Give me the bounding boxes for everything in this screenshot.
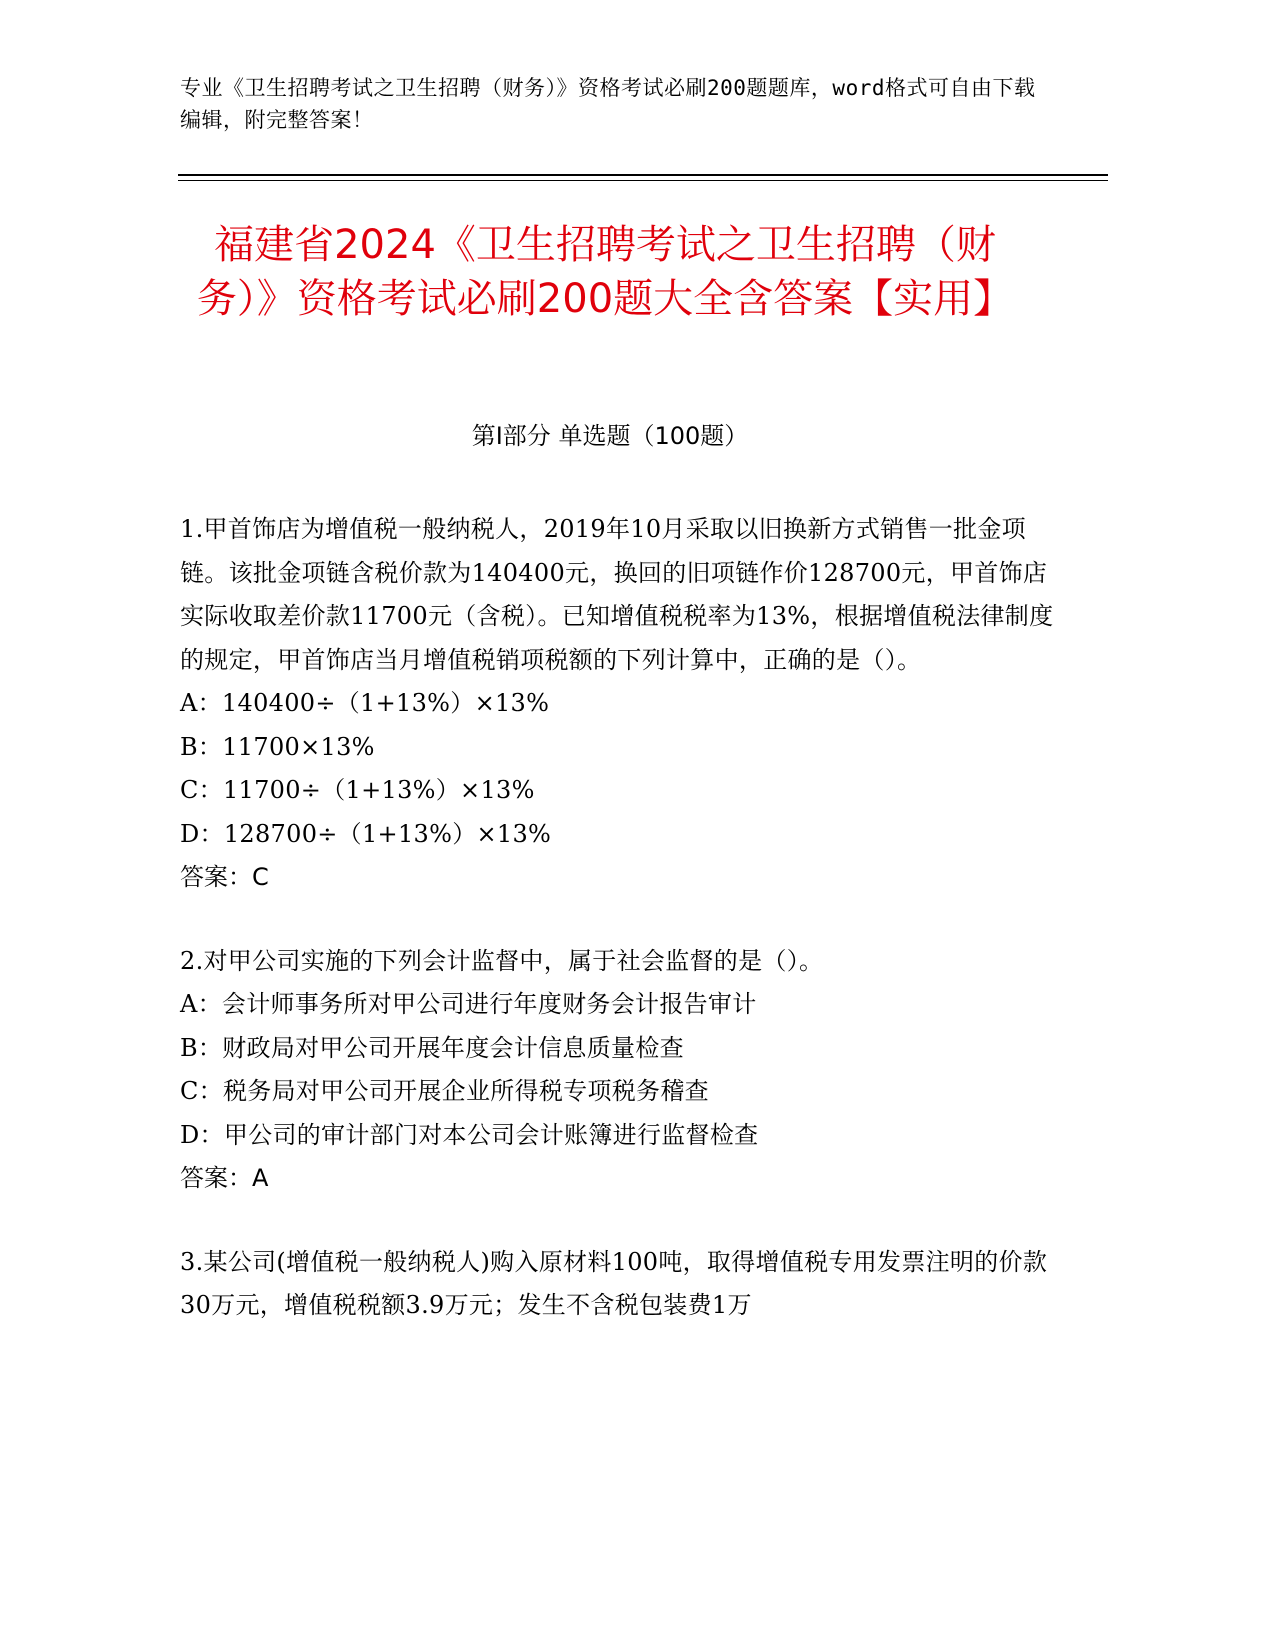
section-heading: 第I部分 单选题（100题） [471,422,749,450]
question-stem: 2.对甲公司实施的下列会计监督中，属于社会监督的是（）。 [180,946,824,975]
header-divider-thin [178,180,1108,181]
question-1 [180,508,1060,900]
option-a: A：140400÷（1+13%）×13% [180,689,550,717]
option-b: B：财政局对甲公司开展年度会计信息质量检查 [180,1033,684,1062]
option-d: D：甲公司的审计部门对本公司会计账簿进行监督检查 [180,1120,759,1149]
document-title: 福建省2024《卫生招聘考试之卫生招聘（财务）》资格考试必刷200题大全含答案【实用】 [196,222,1014,322]
option-c: C：税务局对甲公司开展企业所得税专项税务稽查 [180,1077,709,1105]
question-stem: 3.某公司(增值税一般纳税人)购入原材料100吨，取得增值税专用发票注明的价款30万元，增值税税额3.9万元；发生不含税包装费1万 [180,1247,1048,1319]
header-divider-thick [178,174,1108,176]
question-stem: 1.甲首饰店为增值税一般纳税人，2019年10月采取以旧换新方式销售一批金项链。该批金项链含税价款为140400元，换回的旧项链作价128700元，甲首饰店实际收取差价款11700元（含税）。已知增值税税率为13%，根据增值税法律制度的规定，甲首饰店当月增值税销项税额的下列计算中，正确的是（）。 [180,515,1054,674]
option-d: D：128700÷（1+13%）×13% [180,819,552,848]
question-2 [180,940,1060,1201]
option-b: B：11700×13% [180,732,375,761]
answer: 答案：A [180,1164,269,1192]
header-note: 专业《卫生招聘考试之卫生招聘（财务）》资格考试必刷200题题库，word格式可自由下载编辑，附完整答案！ [180,76,1036,132]
answer: 答案：C [180,863,269,891]
option-c: C：11700÷（1+13%）×13% [180,776,535,804]
question-3 [180,1241,1060,1328]
option-a: A：会计师事务所对甲公司进行年度财务会计报告审计 [180,990,757,1018]
question-list [180,508,1060,1368]
